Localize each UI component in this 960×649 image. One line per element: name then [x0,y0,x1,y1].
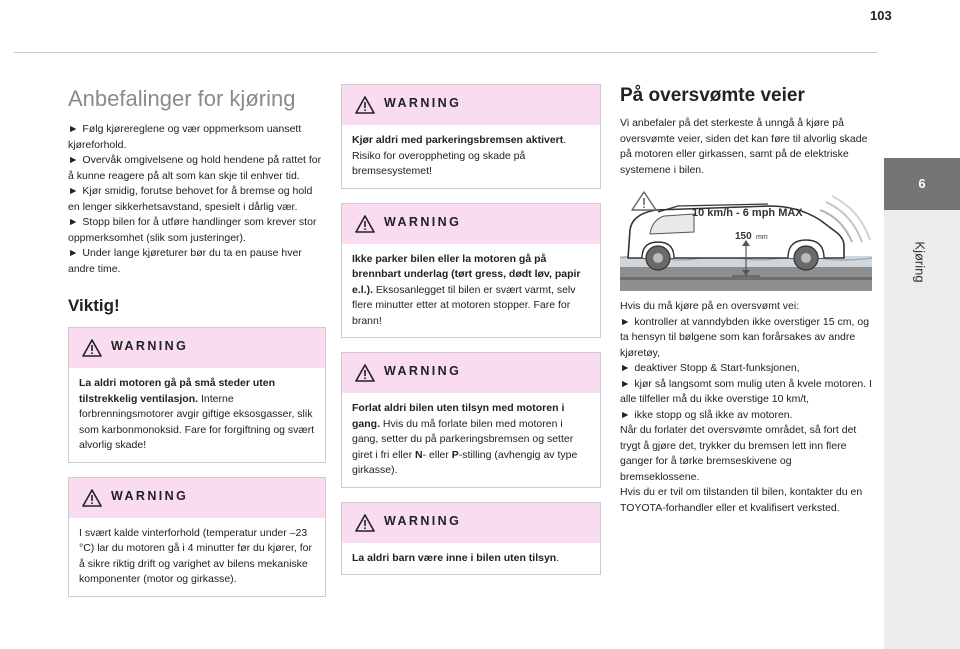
warning-text [352,252,590,330]
column-flooded-roads [620,84,872,516]
section-heading: Anbefalinger for kjøring [68,86,296,111]
warning-detail: . Risiko for overoppheting og skade på bremsesystemet! [352,134,567,177]
warning-box [341,352,601,488]
depth-value-label: 150 [735,231,752,242]
arrow-bullet-icon: ► [620,377,631,390]
list-item-text: Kjør smidig, forutse behovet for å bremse og hold en lenger sikkerhetsavstand, spesielt i dårlig vær. [68,185,313,213]
warning-emphasis: La aldri barn være inne i bilen uten tilsyn [352,551,557,564]
column-recommendations [68,86,326,611]
arrow-bullet-icon: ► [620,408,631,421]
gear-park-label: P [451,448,459,461]
warning-detail: -stilling (avhengig av type girkasse). [352,448,578,476]
top-divider [14,52,877,53]
arrow-bullet-icon: ► [68,185,79,197]
depth-unit-label: mm [756,234,768,241]
column-warnings [341,84,601,589]
section-heading: På oversvømte veier [620,85,805,106]
warning-text [352,551,590,567]
arrow-bullet-icon: ► [68,216,79,228]
warning-detail: Hvis du må forlate bilen med motoren i gang, setter du på parkeringsbremsen og setter giret i fri eller [352,417,574,461]
warning-header [342,85,600,125]
list-item-text: Under lange kjøreturer bør du ta en pause hver andre time. [68,247,302,275]
warning-triangle-icon [355,514,375,532]
warning-detail: Interne forbrenningsmotorer avgir giftige eksosgasser, slik som karbonmonoksid. Fare for forgiftning og svært alvorlig skade! [79,392,315,451]
list-item [68,215,326,246]
list-item-text: ikke stopp og slå ikke av motoren. [634,408,793,421]
warning-triangle-icon [355,96,375,114]
list-item [68,122,326,153]
warning-triangle-icon [355,364,375,382]
page-number: 103 [870,8,892,23]
warning-header [69,328,325,368]
warning-emphasis: La aldri motoren gå på små steder uten tilstrekkelig ventilasjon. [79,377,276,405]
list-item-text: Stopp bilen for å utføre handlinger som krever stor oppmerksomhet (slik som justeringer). [68,216,317,244]
warning-title: WARNING [384,364,462,378]
warning-emphasis: Kjør aldri med parkeringsbremsen aktivert [352,134,564,146]
arrow-bullet-icon: ► [68,247,79,259]
warning-title: WARNING [111,488,189,503]
warning-text [79,376,315,454]
list-item [620,408,872,424]
warning-title: WARNING [111,339,189,353]
warning-title: WARNING [384,96,462,110]
warning-emphasis: Forlat aldri bilen uten tilsyn med motoren i gang. [352,402,565,430]
lead-paragraph: Hvis du må kjøre på en oversvømt vei: [620,300,800,312]
warning-detail: . [556,551,560,564]
warning-text [352,133,590,180]
warning-header [342,503,600,543]
warning-title: WARNING [384,513,462,528]
list-item-text: Overvåk omgivelsene og hold hendene på rattet for å kunne reagere på alt som kan skje til enhver tid. [68,154,322,182]
warning-emphasis: Ikke parker bilen eller la motoren gå på brennbart underlag (tørt gress, dødt løv, papir e.l.). [352,252,581,296]
arrow-bullet-icon: ► [620,362,631,374]
list-item-text: deaktiver Stopp & Start-funksjonen, [634,362,800,374]
arrow-bullet-icon: ► [620,315,631,328]
list-item-text: Følg kjørereglene og vær oppmerksom uansett kjøreforhold. [68,123,302,151]
arrow-bullet-icon: ► [68,154,79,166]
warning-detail: Eksosanlegget til bilen er svært varmt, selv flere minutter etter at motoren stopper. Fare for brann! [352,283,576,327]
list-item-text: kjør så langsomt som mulig uten å kvele motoren. I alle tilfeller må du ikke overstige 10 km/t, [620,377,872,405]
gear-neutral-label: N [415,448,423,461]
warning-triangle-icon [82,339,102,357]
list-item-text: kontroller at vanndybden ikke overstiger 15 cm, og ta hensyn til bølgene som kan forårsakes av andre kjøretøy, [620,315,870,359]
warning-box [68,477,326,597]
warning-triangle-icon [82,489,102,507]
warning-triangle-icon [355,215,375,233]
warning-box [68,327,326,463]
warning-box [341,84,601,189]
chapter-number: 6 [918,176,926,191]
speed-limit-label: 10 km/h - 6 mph MAX [692,207,803,219]
body-paragraph: Hvis du er tvil om tilstanden til bilen, kontakter du en TOYOTA-forhandler eller et kvalifisert verksted. [620,486,863,514]
intro-paragraph: Vi anbefaler på det sterkeste å unngå å kjøre på oversvømte veier, siden det kan føre til alvorlig skade på motoren eller girkassen, samt på de elektriske systemene i bilen. [620,117,868,176]
warning-header [342,204,600,244]
list-item [68,246,326,277]
warning-header [342,353,600,393]
warning-header [69,478,325,518]
body-paragraph: Når du forlater det oversvømte området, så fort det trygt å gjøre det, trykker du bremsen lett inn flere ganger for å tørke bremseskivene og bremseklossene. [620,424,857,483]
warning-text [352,401,590,479]
subheading: Viktig! [68,296,120,315]
list-item [620,361,872,377]
list-item [68,153,326,184]
warning-box [341,502,601,576]
warning-title: WARNING [384,214,462,229]
list-item [620,377,872,408]
chapter-label: Kjøring [912,241,928,283]
warning-detail: - eller [422,448,452,461]
list-item [68,184,326,215]
warning-text: I svært kalde vinterforhold (temperatur under –23 °C) lar du motoren gå i 4 minutter før du kjører, for å sikre riktig drift og varighet av bilens mekaniske komponenter (motor og girkasse). [79,526,312,585]
warning-box [341,203,601,339]
arrow-bullet-icon: ► [68,123,79,135]
list-item [620,315,872,362]
flooded-road-illustration [620,188,872,291]
